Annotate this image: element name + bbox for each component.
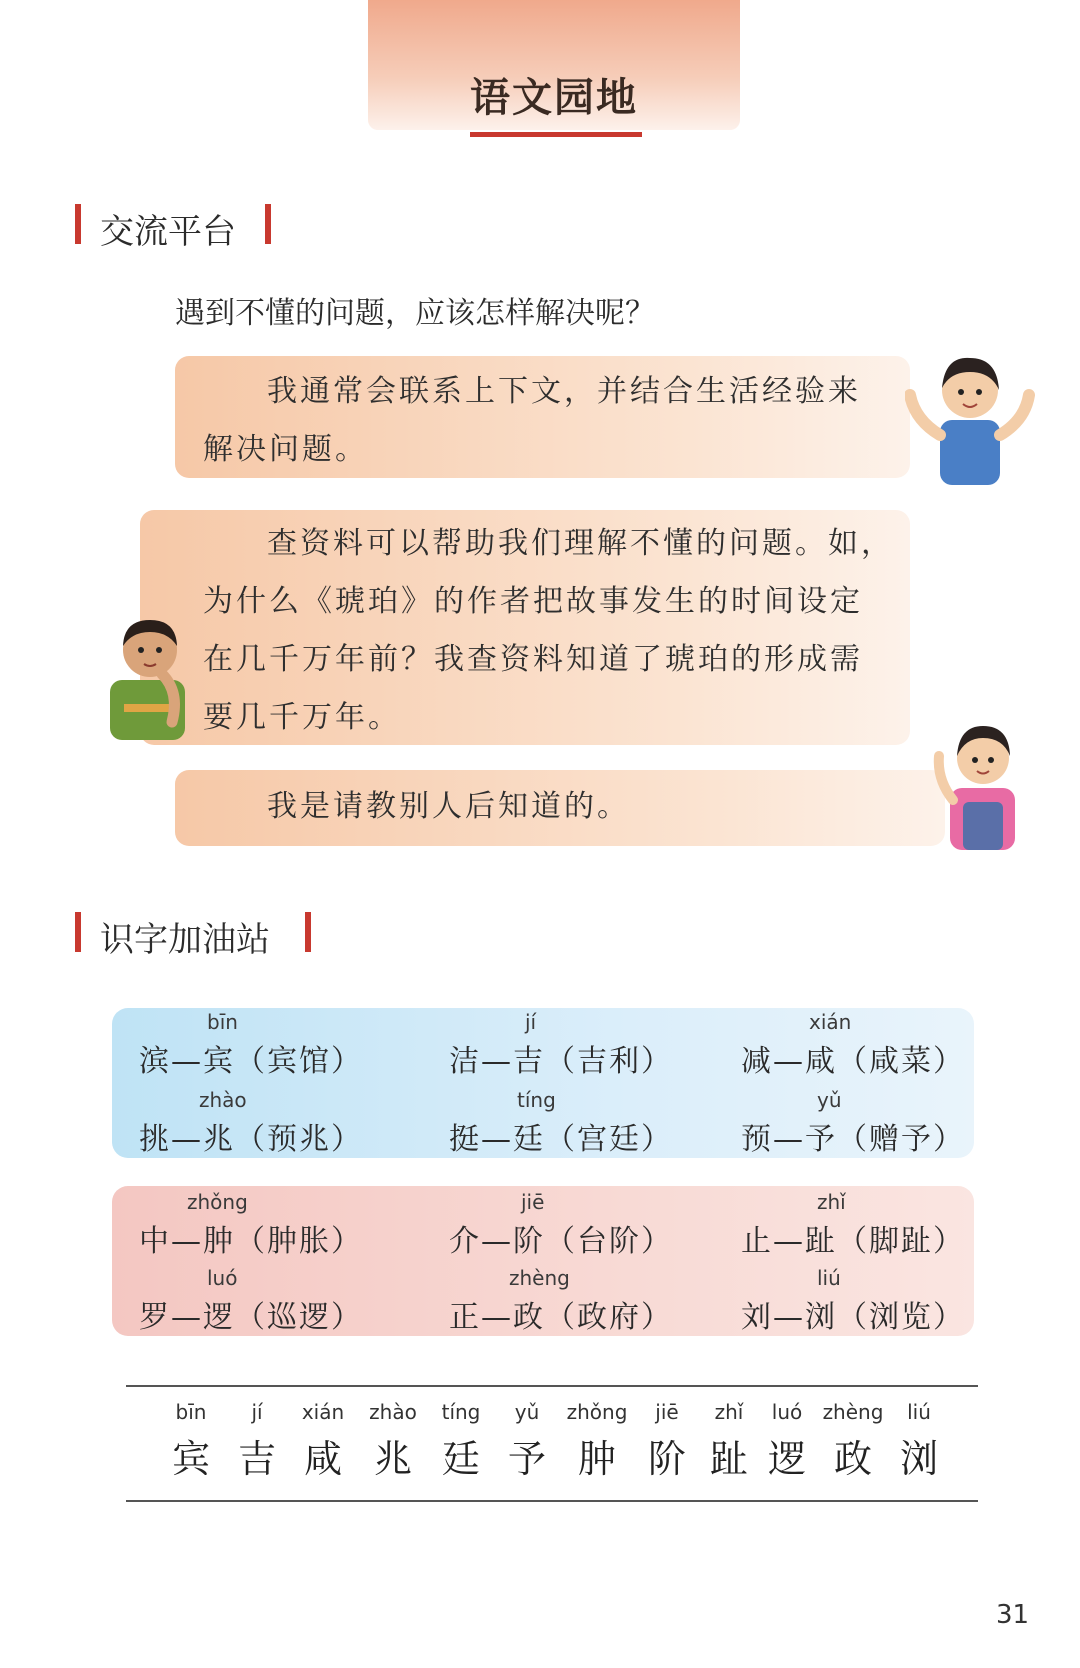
- strip-pinyin: jiē: [655, 1400, 679, 1424]
- char-pair-text: 介—阶（台阶）: [449, 1224, 673, 1259]
- pinyin: bīn: [207, 1010, 238, 1034]
- char-pair-text: 滨—宾（宾馆）: [139, 1044, 363, 1079]
- strip-bottom-rule: [126, 1500, 978, 1502]
- pinyin: liú: [817, 1266, 841, 1290]
- bubble-2-line-2: 为什么《琥珀》的作者把故事发生的时间设定: [203, 584, 863, 619]
- boy-illustration: [102, 612, 197, 742]
- char-pair-text: 中—肿（肿胀）: [139, 1224, 363, 1259]
- char-pair: [717, 1010, 1017, 1084]
- strip-pinyin: jí: [251, 1400, 263, 1424]
- bubble-1-line-2: 解决问题。: [203, 432, 368, 467]
- page-title: 语文园地: [470, 74, 638, 121]
- char-pair-text: 预—予（赠予）: [741, 1122, 965, 1157]
- section-bar-left-2: [75, 912, 81, 952]
- pinyin: zhào: [199, 1088, 247, 1112]
- char-pair-text: 刘—浏（浏览）: [741, 1300, 965, 1335]
- strip-pinyin: zhèng: [822, 1400, 884, 1424]
- section-bar-left: [75, 204, 81, 244]
- char-pair: [115, 1010, 415, 1084]
- title-underline: [470, 132, 642, 137]
- strip-character: 咸: [303, 1437, 342, 1481]
- char-pair: [115, 1190, 415, 1264]
- strip-char: [362, 1400, 424, 1483]
- strip-char: [698, 1400, 760, 1483]
- strip-character: 浏: [899, 1437, 938, 1481]
- pinyin: zhǒng: [187, 1190, 248, 1214]
- char-pair: [717, 1190, 1017, 1264]
- strip-character: 逻: [767, 1437, 806, 1481]
- strip-pinyin: yǔ: [514, 1400, 540, 1424]
- bubble-2-line-3: 在几千万年前？我查资料知道了琥珀的形成需: [203, 642, 863, 677]
- strip-pinyin: zhǐ: [714, 1400, 744, 1424]
- char-pair-text: 罗—逻（巡逻）: [139, 1300, 363, 1335]
- strip-pinyin: liú: [907, 1400, 931, 1424]
- strip-character: 兆: [373, 1437, 412, 1481]
- strip-char: [292, 1400, 354, 1483]
- char-pair-text: 正—政（政府）: [449, 1300, 673, 1335]
- strip-char: [636, 1400, 698, 1483]
- char-pair-text: 挑—兆（预兆）: [139, 1122, 363, 1157]
- strip-pinyin: zhǒng: [566, 1400, 628, 1424]
- pinyin: tíng: [517, 1088, 556, 1112]
- pinyin: jiē: [521, 1190, 545, 1214]
- strip-character: 趾: [709, 1437, 748, 1481]
- strip-character: 政: [833, 1437, 872, 1481]
- strip-char: [756, 1400, 818, 1483]
- strip-pinyin: zhào: [369, 1400, 417, 1424]
- bubble-2-line-1: 查资料可以帮助我们理解不懂的问题。如，: [267, 526, 894, 561]
- char-pair: [717, 1088, 1017, 1162]
- pinyin: yǔ: [817, 1088, 842, 1112]
- strip-char: [566, 1400, 628, 1483]
- char-pair-text: 洁—吉（吉利）: [449, 1044, 673, 1079]
- char-pair-text: 挺—廷（宫廷）: [449, 1122, 673, 1157]
- strip-char: [822, 1400, 884, 1483]
- char-pair: [115, 1088, 415, 1162]
- strip-pinyin: xián: [301, 1400, 345, 1424]
- section-title-exchange: 交流平台: [100, 212, 236, 252]
- char-pair: [115, 1266, 415, 1340]
- strip-character: 吉: [237, 1437, 276, 1481]
- girl-pinafore-illustration: [925, 720, 1040, 850]
- strip-character: 予: [507, 1437, 546, 1481]
- pinyin: zhǐ: [817, 1190, 846, 1214]
- strip-char: [888, 1400, 950, 1483]
- page-number: 31: [996, 1600, 1030, 1630]
- bubble-1-line-1: 我通常会联系上下文，并结合生活经验来: [267, 374, 861, 409]
- strip-character: 宾: [171, 1437, 210, 1481]
- char-pair-text: 止—趾（脚趾）: [741, 1224, 965, 1259]
- pinyin: xián: [809, 1010, 852, 1034]
- strip-character: 肿: [577, 1437, 616, 1481]
- strip-pinyin: bīn: [175, 1400, 207, 1424]
- char-pair: [717, 1266, 1017, 1340]
- strip-pinyin: tíng: [441, 1400, 481, 1424]
- char-pair: [425, 1190, 725, 1264]
- section-bar-right-2: [305, 912, 311, 952]
- discussion-question: 遇到不懂的问题，应该怎样解决呢？: [175, 296, 655, 331]
- char-pair-text: 减—咸（咸菜）: [741, 1044, 965, 1079]
- char-pair: [425, 1266, 725, 1340]
- char-pair: [425, 1010, 725, 1084]
- section-bar-right: [265, 204, 271, 244]
- strip-character: 阶: [647, 1437, 686, 1481]
- strip-character: 廷: [441, 1437, 480, 1481]
- pinyin: luó: [207, 1266, 238, 1290]
- girl-illustration: [905, 350, 1035, 485]
- strip-pinyin: luó: [771, 1400, 803, 1424]
- bubble-2-line-4: 要几千万年。: [203, 700, 401, 735]
- strip-top-rule: [126, 1385, 978, 1387]
- strip-char: [496, 1400, 558, 1483]
- pinyin: zhèng: [509, 1266, 570, 1290]
- strip-char: [226, 1400, 288, 1483]
- pinyin: jí: [525, 1010, 537, 1034]
- strip-char: [430, 1400, 492, 1483]
- strip-char: [160, 1400, 222, 1483]
- section-title-literacy: 识字加油站: [100, 920, 270, 960]
- bubble-3-line-1: 我是请教别人后知道的。: [267, 789, 630, 824]
- char-pair: [425, 1088, 725, 1162]
